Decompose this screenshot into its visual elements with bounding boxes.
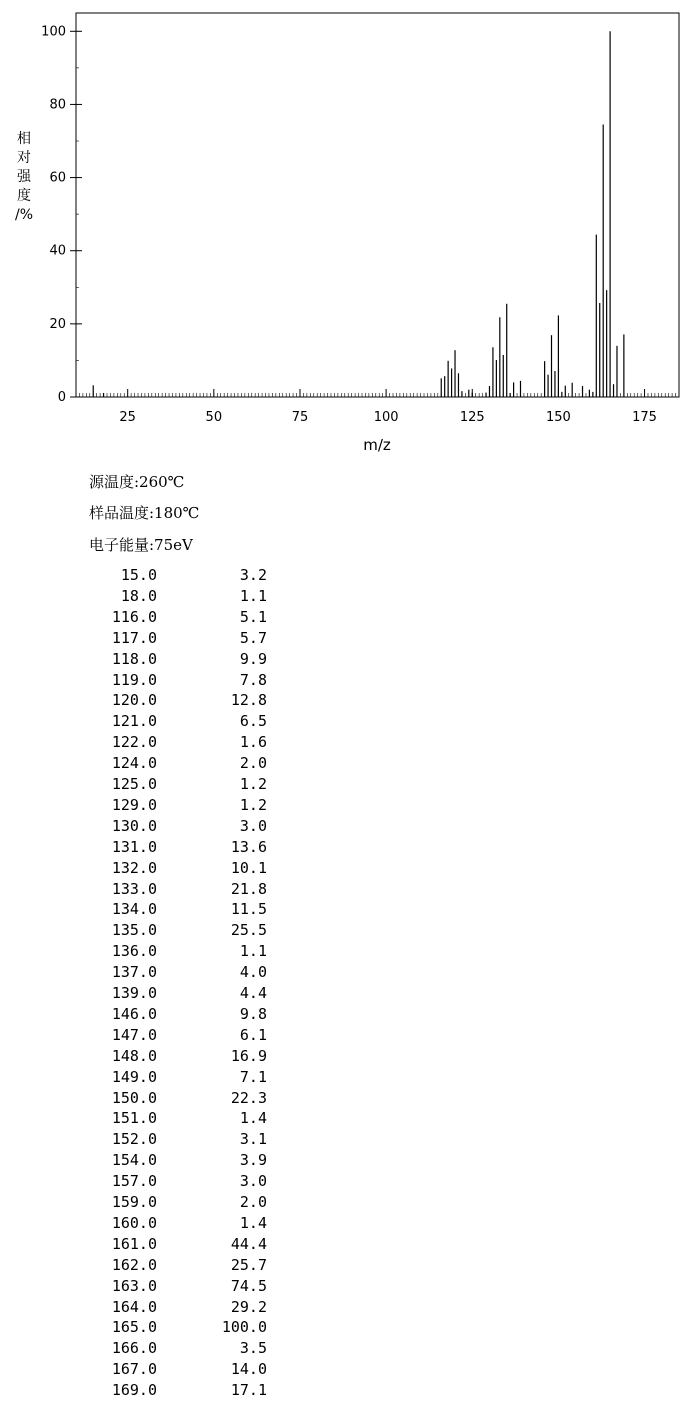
peak-intensity: 14.0 [230, 1360, 267, 1379]
peak-mz: 157.0 [111, 1172, 157, 1191]
y-axis-label-char: 对 [17, 150, 31, 166]
peak-intensity: 16.9 [230, 1046, 267, 1065]
peak-intensity: 9.9 [239, 649, 267, 668]
y-axis-label-char: /% [14, 207, 34, 223]
peak-intensity: 25.7 [230, 1255, 267, 1274]
y-axis-label-char: 强 [17, 169, 31, 185]
x-axis-label: m/z [363, 436, 391, 454]
peak-mz: 119.0 [111, 670, 157, 689]
peak-mz: 161.0 [111, 1234, 157, 1253]
electron-energy: 电子能量:75eV [89, 536, 193, 554]
peak-mz: 133.0 [111, 879, 157, 898]
peak-mz: 146.0 [111, 1004, 157, 1023]
peak-intensity: 1.4 [239, 1109, 267, 1128]
x-tick-label: 150 [545, 410, 571, 425]
peak-intensity: 9.8 [239, 1004, 267, 1023]
peak-mz: 147.0 [111, 1025, 157, 1044]
x-tick-label: 50 [205, 410, 223, 425]
peak-intensity: 1.2 [239, 795, 267, 814]
peak-intensity: 3.1 [239, 1130, 267, 1149]
peak-intensity: 3.0 [239, 816, 267, 835]
peak-mz: 132.0 [111, 858, 157, 877]
x-tick-label: 175 [632, 410, 657, 425]
peak-mz: 117.0 [111, 628, 157, 647]
peak-intensity: 4.4 [239, 984, 267, 1002]
peak-intensity: 11.5 [230, 900, 267, 919]
peak-mz: 166.0 [111, 1339, 157, 1358]
peak-mz: 163.0 [111, 1276, 157, 1295]
y-tick-label: 20 [49, 316, 66, 332]
peak-mz: 167.0 [111, 1360, 157, 1379]
peak-mz: 18.0 [120, 586, 157, 605]
peak-intensity: 3.0 [239, 1172, 267, 1191]
peak-intensity: 1.1 [239, 942, 267, 961]
peak-intensity: 1.2 [239, 775, 267, 793]
peak-mz: 150.0 [111, 1088, 157, 1107]
peak-mz: 159.0 [111, 1193, 157, 1211]
x-tick-label: 25 [119, 410, 136, 425]
y-tick-label: 60 [49, 170, 66, 186]
peak-intensity: 7.8 [239, 670, 267, 689]
peak-mz: 151.0 [111, 1109, 157, 1128]
peak-mz: 149.0 [111, 1067, 157, 1086]
peak-mz: 118.0 [111, 649, 157, 668]
peak-mz: 125.0 [111, 775, 157, 793]
y-tick-label: 100 [41, 24, 66, 40]
peak-intensity: 6.5 [239, 712, 267, 731]
peak-mz: 148.0 [111, 1046, 157, 1065]
peak-intensity: 29.2 [230, 1297, 267, 1316]
peak-mz: 154.0 [111, 1151, 157, 1170]
peak-intensity: 7.1 [239, 1067, 267, 1086]
peak-mz: 164.0 [111, 1297, 157, 1316]
peak-bars [93, 31, 624, 397]
peak-intensity: 6.1 [239, 1025, 267, 1044]
peak-mz: 165.0 [111, 1318, 157, 1337]
x-tick-label: 100 [373, 410, 399, 425]
peak-mz: 137.0 [111, 963, 157, 982]
y-axis-label [14, 130, 34, 225]
peak-mz: 131.0 [111, 837, 157, 856]
peak-mz: 129.0 [111, 795, 157, 814]
peak-intensity: 17.1 [230, 1381, 267, 1400]
peak-mz: 15.0 [120, 566, 157, 584]
y-tick-label: 40 [49, 243, 66, 259]
peak-mz: 169.0 [111, 1381, 157, 1400]
peak-intensity: 25.5 [230, 921, 267, 940]
sample-temperature: 样品温度:180℃ [89, 504, 200, 522]
peak-intensity: 22.3 [230, 1088, 267, 1107]
y-axis-label-char: 相 [17, 131, 31, 147]
x-minor-ticks [76, 393, 679, 397]
x-tick-label: 125 [459, 410, 485, 425]
peak-intensity: 4.0 [239, 963, 267, 982]
peak-intensity: 21.8 [230, 879, 267, 898]
peak-intensity: 5.7 [239, 628, 267, 647]
peak-mz: 139.0 [111, 984, 157, 1002]
source-temperature: 源温度:260℃ [89, 473, 185, 491]
x-tick-label: 75 [291, 410, 309, 425]
peak-intensity: 1.1 [239, 586, 267, 605]
peak-intensity: 74.5 [230, 1276, 267, 1295]
peak-mz: 136.0 [111, 942, 157, 961]
peak-intensity: 13.6 [230, 837, 267, 856]
peak-mz: 130.0 [111, 816, 157, 835]
peak-intensity: 12.8 [230, 691, 267, 710]
mass-spectrum-chart [0, 0, 687, 470]
y-tick-label: 80 [49, 97, 66, 113]
peak-intensity: 2.0 [239, 754, 267, 773]
peak-intensity: 100.0 [221, 1318, 267, 1337]
peak-mz: 135.0 [111, 921, 157, 940]
peak-mz: 134.0 [111, 900, 157, 919]
peak-mz: 160.0 [111, 1213, 157, 1232]
peak-mz: 124.0 [111, 754, 157, 773]
peak-intensity: 1.4 [239, 1213, 267, 1232]
peak-mz: 120.0 [111, 691, 157, 710]
peak-mz: 152.0 [111, 1130, 157, 1149]
peak-intensity: 5.1 [239, 607, 267, 626]
peak-mz: 162.0 [111, 1255, 157, 1274]
peak-mz: 121.0 [111, 712, 157, 731]
peak-intensity: 3.9 [239, 1151, 267, 1170]
peak-intensity: 3.2 [239, 566, 267, 584]
plot-frame [76, 13, 679, 397]
peak-mz: 116.0 [111, 607, 157, 626]
peak-intensity: 10.1 [230, 858, 267, 877]
peak-intensity: 3.5 [239, 1339, 267, 1358]
y-tick-label: 0 [57, 390, 66, 405]
peak-intensity: 1.6 [239, 733, 267, 752]
y-axis-label-char: 度 [17, 188, 31, 204]
peak-intensity: 2.0 [239, 1193, 267, 1211]
peak-intensity: 44.4 [230, 1234, 267, 1253]
peak-mz: 122.0 [111, 733, 157, 752]
